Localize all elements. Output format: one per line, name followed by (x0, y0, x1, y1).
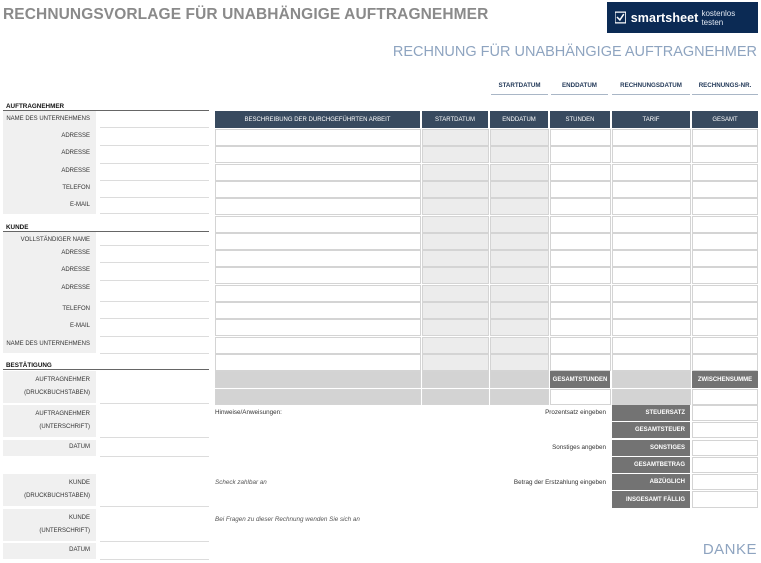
amount-cell[interactable] (692, 337, 758, 354)
client-field-label: TELEFON (62, 306, 90, 312)
amount-cell[interactable] (692, 302, 758, 319)
start-date-cell[interactable] (422, 233, 489, 250)
total-due-value[interactable] (692, 491, 758, 508)
client-address-input[interactable] (100, 246, 209, 263)
client-field-label: ADRESSE (61, 267, 90, 273)
contractor-print-name-input[interactable] (100, 371, 209, 404)
contractor-field-label: E-MAIL (69, 202, 90, 208)
logo-tagline: kostenlos testen (701, 8, 736, 27)
instructions-label: Hinweise/Anweisungen: (215, 409, 282, 416)
less-label: ABZÜGLICH (612, 474, 690, 490)
other-prompt-text: Sonstiges angeben (552, 444, 606, 451)
amount-cell[interactable] (692, 233, 758, 250)
rate-cell[interactable] (612, 129, 691, 146)
start-date-cell[interactable] (422, 146, 489, 163)
contractor-field-label: NAME DES UNTERNEHMENS (6, 116, 90, 122)
client-field-label: ADRESSE (61, 250, 90, 256)
confirm-label-line: KUNDE (68, 480, 90, 486)
description-cell[interactable] (215, 250, 421, 267)
hours-cell[interactable] (550, 164, 611, 181)
col-header-gesamt: GESAMT (692, 111, 758, 128)
subtotal-label: ZWISCHENSUMME (692, 371, 758, 388)
questions-text: Bei Fragen zu dieser Rechnung wenden Sie sich an (215, 516, 360, 523)
client-field-label: VOLLSTÄNDIGER NAME (20, 237, 90, 243)
confirm-label-line: (UNTERSCHRIFT) (39, 424, 90, 430)
rate-cell[interactable] (612, 164, 691, 181)
start-date-cell[interactable] (422, 285, 489, 302)
contractor-label-column (3, 111, 96, 214)
contractor-company-input[interactable] (100, 111, 209, 128)
contractor-signature-input[interactable] (100, 405, 209, 438)
confirm-label-line: (DRUCKBUCHSTABEN) (24, 390, 90, 396)
confirmation-section-title: BESTÄTIGUNG (6, 362, 52, 369)
hours-cell[interactable] (550, 354, 611, 371)
end-date-cell[interactable] (490, 267, 549, 284)
contractor-field-label: TELEFON (62, 185, 90, 191)
contractor-address-input[interactable] (100, 163, 209, 181)
start-date-cell[interactable] (422, 267, 489, 284)
rate-cell[interactable] (612, 302, 691, 319)
top-field-line[interactable] (491, 94, 548, 95)
confirm-client-sign-label (3, 509, 96, 541)
client-address-input[interactable] (100, 263, 209, 281)
thank-you-text: DANKE (702, 541, 757, 558)
top-field-rechnungsnr: RECHNUNGS-NR. (698, 82, 752, 89)
contractor-address-input[interactable] (100, 146, 209, 164)
col-header-enddatum: ENDDATUM (490, 111, 548, 128)
confirm-client-date-label (3, 543, 96, 559)
start-date-cell[interactable] (422, 302, 489, 319)
amount-cell[interactable] (692, 285, 758, 302)
confirm-contractor-print-label (3, 371, 96, 403)
col-header-startdatum: STARTDATUM (422, 111, 488, 128)
amount-cell[interactable] (692, 267, 758, 284)
description-cell[interactable] (215, 216, 421, 233)
logo-name: smartsheet (630, 10, 699, 25)
client-signature-input[interactable] (100, 509, 209, 542)
description-cell[interactable] (215, 129, 421, 146)
section-divider (3, 369, 209, 370)
end-date-cell[interactable] (490, 285, 549, 302)
tax-rate-input[interactable] (692, 405, 758, 421)
col-header-stunden: STUNDEN (550, 111, 610, 128)
hours-cell[interactable] (550, 337, 611, 354)
start-date-cell[interactable] (422, 337, 489, 354)
confirm-label-line: AUFTRAGNEHMER (35, 377, 90, 383)
hours-cell[interactable] (550, 319, 611, 336)
end-date-cell[interactable] (490, 302, 549, 319)
amount-cell[interactable] (692, 319, 758, 336)
rate-cell[interactable] (612, 198, 691, 215)
total-row-filler (215, 389, 421, 405)
invoice-subtitle: RECHNUNG FÜR UNABHÄNGIGE AUFTRAGNEHMER (392, 44, 757, 60)
hours-cell[interactable] (550, 181, 611, 198)
confirm-label-line: DATUM (69, 547, 90, 553)
end-date-cell[interactable] (490, 250, 549, 267)
client-section-title: KUNDE (6, 224, 29, 231)
start-date-cell[interactable] (422, 198, 489, 215)
start-date-cell[interactable] (422, 250, 489, 267)
total-hours-label: GESAMTSTUNDEN (550, 371, 610, 388)
rate-cell[interactable] (612, 319, 691, 336)
total-row-filler (422, 371, 489, 388)
confirm-client-print-label (3, 474, 96, 506)
confirm-label-line: DATUM (69, 444, 90, 450)
end-date-cell[interactable] (490, 337, 549, 354)
tax-rate-label: STEUERSATZ (612, 405, 690, 421)
end-date-cell[interactable] (490, 146, 549, 163)
start-date-cell[interactable] (422, 354, 489, 371)
rate-cell[interactable] (612, 285, 691, 302)
end-date-cell[interactable] (490, 354, 549, 371)
amount-cell[interactable] (692, 146, 758, 163)
client-field-label: E-MAIL (69, 323, 90, 329)
description-cell[interactable] (215, 198, 421, 215)
client-address-input[interactable] (100, 281, 209, 302)
description-cell[interactable] (215, 146, 421, 163)
top-field-line[interactable] (551, 94, 608, 95)
other-label: SONSTIGES (612, 440, 690, 456)
start-date-cell[interactable] (422, 319, 489, 336)
amount-cell[interactable] (692, 181, 758, 198)
confirm-label-line: (DRUCKBUCHSTABEN) (24, 493, 90, 499)
hours-cell[interactable] (550, 129, 611, 146)
start-date-cell[interactable] (422, 181, 489, 198)
description-cell[interactable] (215, 354, 421, 371)
description-cell[interactable] (215, 302, 421, 319)
end-date-cell[interactable] (490, 129, 549, 146)
client-email-input[interactable] (100, 319, 209, 337)
rate-cell[interactable] (612, 233, 691, 250)
client-print-name-input[interactable] (100, 474, 209, 507)
amount-cell[interactable] (692, 129, 758, 146)
contractor-email-input[interactable] (100, 197, 209, 214)
amount-cell[interactable] (692, 250, 758, 267)
hours-cell[interactable] (550, 250, 611, 267)
client-phone-input[interactable] (100, 302, 209, 319)
end-date-cell[interactable] (490, 181, 549, 198)
description-cell[interactable] (215, 267, 421, 284)
rate-cell[interactable] (612, 216, 691, 233)
subtotal-value[interactable] (692, 389, 758, 405)
total-row-filler (490, 371, 549, 388)
smartsheet-check-icon (615, 11, 626, 24)
confirm-label-line: KUNDE (68, 515, 90, 521)
rate-cell[interactable] (612, 267, 691, 284)
client-label-column (3, 232, 96, 353)
start-date-cell[interactable] (422, 216, 489, 233)
end-date-cell[interactable] (490, 198, 549, 215)
hours-cell[interactable] (550, 146, 611, 163)
amount-cell[interactable] (692, 164, 758, 181)
contractor-date-input[interactable] (100, 440, 209, 457)
col-header-description: BESCHREIBUNG DER DURCHGEFÜHRTEN ARBEIT (215, 111, 420, 128)
rate-cell[interactable] (612, 354, 691, 371)
total-row-filler (215, 371, 421, 388)
contractor-field-label: ADRESSE (61, 133, 90, 139)
confirm-contractor-date-label (3, 440, 96, 456)
col-header-tarif: TARIF (612, 111, 690, 128)
top-field-enddatum: ENDDATUM (562, 82, 597, 89)
smartsheet-logo[interactable] (607, 2, 758, 33)
contractor-phone-input[interactable] (100, 180, 209, 198)
confirm-label-line: AUFTRAGNEHMER (35, 411, 90, 417)
description-cell[interactable] (215, 233, 421, 250)
rate-cell[interactable] (612, 250, 691, 267)
start-date-cell[interactable] (422, 129, 489, 146)
contractor-field-label: ADRESSE (61, 150, 90, 156)
first-payment-prompt-text: Betrag der Erstzahlung eingeben (513, 479, 606, 486)
hours-cell[interactable] (550, 198, 611, 215)
total-tax-value[interactable] (692, 422, 758, 438)
top-field-rechnungsdatum: RECHNUNGSDATUM (620, 82, 682, 89)
confirm-contractor-sign-label (3, 405, 96, 437)
hours-cell[interactable] (550, 267, 611, 284)
payable-to-text: Scheck zahlbar an (215, 479, 267, 486)
rate-cell[interactable] (612, 337, 691, 354)
description-cell[interactable] (215, 337, 421, 354)
total-hours-value[interactable] (550, 389, 611, 405)
contractor-section-title: AUFTRAGNEHMER (6, 103, 65, 110)
total-row-filler (490, 389, 549, 405)
total-amount-value[interactable] (692, 457, 758, 473)
total-row-filler (422, 389, 489, 405)
amount-cell[interactable] (692, 198, 758, 215)
confirm-label-line: (UNTERSCHRIFT) (39, 528, 90, 534)
less-input[interactable] (692, 474, 758, 490)
description-cell[interactable] (215, 285, 421, 302)
total-row-filler (612, 371, 691, 388)
description-cell[interactable] (215, 319, 421, 336)
contractor-field-label: ADRESSE (61, 168, 90, 174)
contractor-address-input[interactable] (100, 128, 209, 146)
total-tax-label: GESAMTSTEUER (612, 422, 690, 438)
top-field-line[interactable] (692, 94, 758, 95)
hours-cell[interactable] (550, 216, 611, 233)
start-date-cell[interactable] (422, 164, 489, 181)
client-company-input[interactable] (100, 337, 209, 354)
hours-cell[interactable] (550, 302, 611, 319)
amount-cell[interactable] (692, 354, 758, 371)
client-field-label: ADRESSE (61, 285, 90, 291)
total-due-label: INSGESAMT FÄLLIG (612, 491, 690, 508)
client-name-input[interactable] (100, 232, 209, 246)
client-date-input[interactable] (100, 543, 209, 560)
top-field-startdatum: STARTDATUM (498, 82, 541, 89)
amount-cell[interactable] (692, 216, 758, 233)
rate-cell[interactable] (612, 181, 691, 198)
tax-prompt-text: Prozentsatz eingeben (545, 409, 606, 416)
end-date-cell[interactable] (490, 233, 549, 250)
page-title: RECHNUNGSVORLAGE FÜR UNABHÄNGIGE AUFTRAGNEHMER (3, 6, 489, 23)
description-cell[interactable] (215, 181, 421, 198)
top-field-line[interactable] (612, 94, 690, 95)
hours-cell[interactable] (550, 233, 611, 250)
total-amount-label: GESAMTBETRAG (612, 457, 690, 473)
end-date-cell[interactable] (490, 164, 549, 181)
end-date-cell[interactable] (490, 319, 549, 336)
end-date-cell[interactable] (490, 216, 549, 233)
client-field-label: NAME DES UNTERNEHMENS (6, 341, 90, 347)
other-input[interactable] (692, 440, 758, 456)
hours-cell[interactable] (550, 285, 611, 302)
description-cell[interactable] (215, 164, 421, 181)
rate-cell[interactable] (612, 146, 691, 163)
total-row-filler (612, 389, 691, 405)
